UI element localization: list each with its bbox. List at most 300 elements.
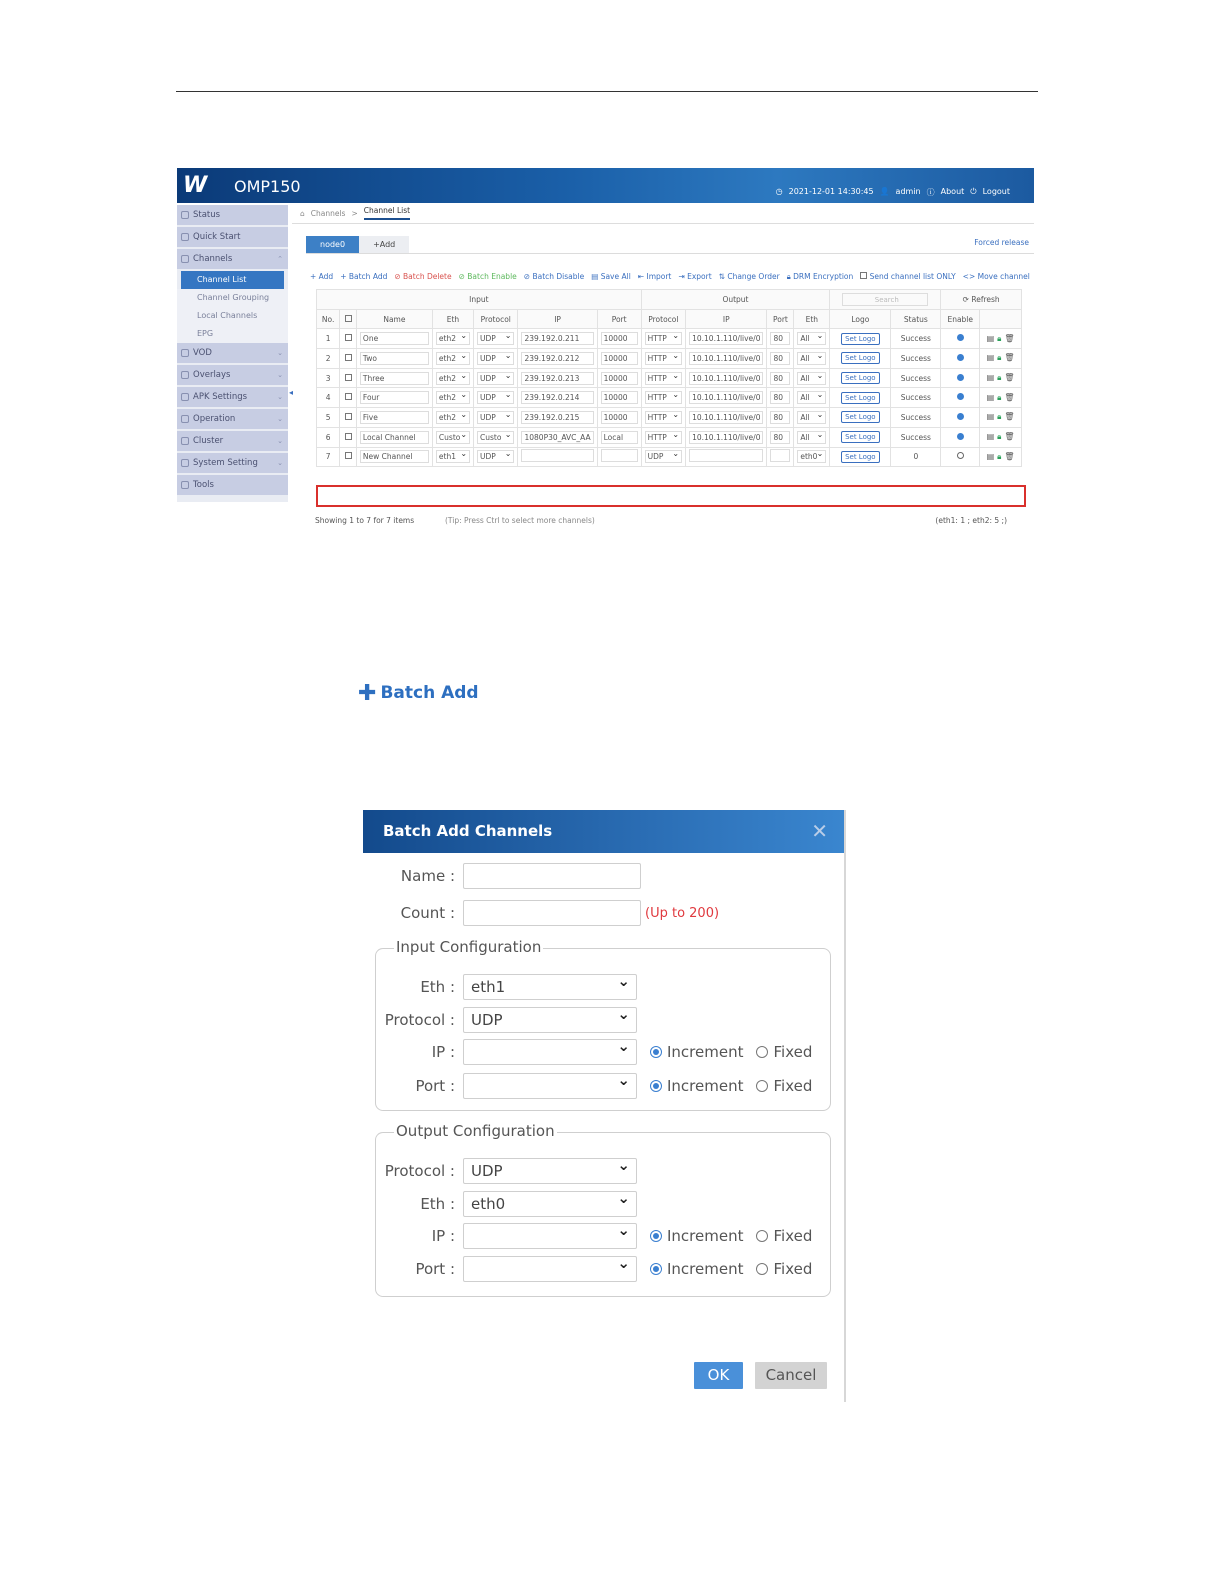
sidebar-item-apk-settings[interactable]: APK Settings ⌄ (177, 387, 288, 407)
sidebar-item-channels[interactable]: Channels ⌃ (177, 249, 288, 269)
input-port-field[interactable]: Local (601, 431, 638, 444)
row-checkbox[interactable] (345, 374, 352, 381)
sidebar-item-quick-start[interactable]: Quick Start (177, 227, 288, 247)
status-text: Success (900, 373, 931, 383)
input-ip-field[interactable]: 239.192.0.213 (521, 372, 593, 385)
input-port-fixed-radio[interactable] (756, 1080, 768, 1092)
chevron-down-icon: ⌄ (277, 393, 283, 401)
col-select-all[interactable] (340, 309, 357, 329)
channel-name-input[interactable]: Four (360, 391, 429, 404)
input-port-increment-radio[interactable] (650, 1080, 662, 1092)
tab-node0[interactable]: node0 (306, 236, 359, 253)
row-actions (983, 393, 1018, 403)
row-number: 4 (325, 393, 331, 403)
set-logo-button[interactable]: Set Logo (841, 411, 880, 423)
status-text: 0 (913, 452, 919, 462)
col-name[interactable]: Name (356, 309, 432, 329)
col-ip[interactable]: IP (518, 309, 597, 329)
count-input[interactable] (463, 900, 641, 926)
table-row[interactable] (317, 329, 1022, 349)
channel-table (316, 289, 1022, 467)
system-icon (181, 459, 189, 467)
output-port-field[interactable]: 80 (770, 411, 790, 424)
input-port-increment-label: Increment (667, 1077, 744, 1095)
output-eth-select[interactable]: All ⌄ (797, 372, 826, 385)
top-bar (177, 168, 1034, 203)
sidebar-subitem-epg[interactable]: EPG (177, 325, 288, 343)
status-text: Success (900, 353, 931, 363)
set-logo-button[interactable]: Set Logo (841, 372, 880, 384)
set-logo-button[interactable]: Set Logo (841, 333, 880, 345)
batch-add-label: Batch Add (380, 683, 479, 703)
input-protocol-select[interactable]: UDP ⌄ (477, 332, 514, 345)
status-icon (181, 211, 189, 219)
sidebar-item-system-setting[interactable]: System Setting ⌄ (177, 453, 288, 473)
enable-toggle[interactable] (957, 354, 964, 361)
enable-toggle[interactable] (957, 452, 964, 459)
table-row[interactable] (317, 408, 1022, 428)
output-protocol-select[interactable]: HTTP ⌄ (645, 372, 682, 385)
input-eth-select[interactable]: eth1 ⌄ (436, 450, 470, 463)
tools-icon (181, 481, 189, 489)
brand-logo: W (183, 173, 205, 198)
send-channel-list-only-checkbox[interactable]: Send channel list ONLY (860, 272, 955, 282)
input-port-field[interactable]: 10000 (601, 411, 638, 424)
close-icon[interactable]: ✕ (811, 819, 828, 843)
input-protocol-select[interactable]: UDP ⌄ (477, 352, 514, 365)
input-ip-fixed-radio[interactable] (756, 1046, 768, 1058)
table-row[interactable] (317, 368, 1022, 388)
drm-encryption-button[interactable]: 🔒︎ DRM Encryption (786, 272, 854, 281)
input-group-header: Input (317, 290, 642, 310)
chevron-down-icon: ⌄ (277, 415, 283, 423)
input-ip-row (363, 1039, 812, 1065)
output-port-field[interactable]: 80 (770, 431, 790, 444)
input-port-field[interactable]: 10000 (601, 372, 638, 385)
input-protocol-select[interactable]: UDP ⌄ (477, 450, 514, 463)
row-actions (983, 452, 1018, 462)
batch-enable-button[interactable]: ⊘ Batch Enable (458, 272, 517, 281)
checkbox-icon (860, 272, 867, 279)
input-port-field[interactable]: 10000 (601, 352, 638, 365)
output-ip-field[interactable]: 10.10.1.110/live/0 (689, 372, 763, 385)
output-eth-select[interactable]: All ⌄ (797, 352, 826, 365)
node-tabs (306, 236, 409, 253)
table-footer-tip: (Tip: Press Ctrl to select more channels) (445, 516, 595, 525)
main-content (292, 205, 1034, 525)
enable-toggle[interactable] (957, 413, 964, 420)
output-ip-fixed-radio[interactable] (756, 1230, 768, 1242)
output-eth-select[interactable]: All ⌄ (797, 411, 826, 424)
output-ip-field[interactable]: 10.10.1.110/live/0 (689, 391, 763, 404)
cluster-icon (181, 437, 189, 445)
batch-add-button[interactable]: + Batch Add (340, 272, 388, 281)
input-eth-select[interactable]: eth2 ⌄ (436, 411, 470, 424)
row-number: 6 (325, 432, 331, 442)
clock-icon: ◷ (775, 187, 783, 196)
add-button[interactable]: + Add (310, 272, 334, 281)
page-header-rule (176, 91, 1038, 92)
overlays-icon (181, 371, 189, 379)
input-ip-field[interactable]: 239.192.0.212 (521, 352, 593, 365)
save-icon[interactable]: ▤ (986, 412, 995, 422)
count-row (363, 900, 719, 926)
output-port-fixed-label: Fixed (773, 1260, 813, 1278)
input-protocol-select[interactable]: Custo ⌄ (477, 431, 514, 444)
name-input[interactable] (463, 863, 641, 889)
chevron-down-icon: ⌄ (277, 371, 283, 379)
sidebar-item-overlays[interactable]: Overlays ⌄ (177, 365, 288, 385)
col-enable: Enable (941, 309, 980, 329)
row-actions (983, 432, 1018, 442)
output-protocol-row (363, 1158, 637, 1184)
output-protocol-select[interactable]: HTTP ⌄ (645, 411, 682, 424)
save-icon[interactable]: ▤ (986, 432, 995, 442)
enable-toggle[interactable] (957, 393, 964, 400)
search-input[interactable]: Search (842, 293, 928, 306)
enable-toggle[interactable] (957, 374, 964, 381)
input-protocol-row (363, 1007, 637, 1033)
batch-disable-button[interactable]: ⊘ Batch Disable (523, 272, 585, 281)
table-footer-eth-summary: (eth1: 1 ; eth2: 5 ;) (935, 516, 1007, 525)
input-ip-field[interactable]: 239.192.0.215 (521, 411, 593, 424)
output-protocol-select[interactable]: HTTP ⌄ (645, 431, 682, 444)
row-checkbox[interactable] (345, 393, 352, 400)
breadcrumb-current: Channel List (364, 206, 410, 220)
input-ip-field[interactable]: 1080P30_AVC_AA (521, 431, 593, 444)
table-row[interactable] (317, 447, 1022, 467)
output-port-field[interactable] (770, 449, 790, 462)
input-ip-field[interactable]: 239.192.0.214 (521, 391, 593, 404)
sidebar (177, 205, 288, 502)
table-row[interactable] (317, 427, 1022, 447)
row-number: 1 (325, 334, 331, 344)
sort-icon: ⇅ (718, 272, 725, 281)
input-ip-label: IP : (431, 1043, 455, 1061)
name-label: Name : (400, 867, 455, 885)
lock-icon[interactable]: 🔒︎ (997, 353, 1002, 363)
output-ip-field[interactable] (689, 449, 763, 462)
output-group-header: Output (641, 290, 830, 310)
output-configuration-legend: Output Configuration (396, 1122, 555, 1140)
table-body (317, 329, 1022, 467)
output-port-field[interactable]: 80 (770, 391, 790, 404)
row-actions (983, 334, 1018, 344)
trash-icon[interactable]: 🗑︎ (1004, 412, 1015, 422)
home-icon: ⌂ (300, 208, 305, 218)
input-ip-field[interactable] (463, 1039, 637, 1065)
col-status: Status (891, 309, 941, 329)
row-checkbox[interactable] (345, 433, 352, 440)
sidebar-subitem-channel-grouping[interactable]: Channel Grouping (177, 289, 288, 307)
col-out-ip[interactable]: IP (686, 309, 767, 329)
output-ip-increment-label: Increment (667, 1227, 744, 1245)
lock-icon[interactable]: 🔒︎ (997, 432, 1002, 442)
about-link[interactable]: About (940, 187, 965, 196)
export-icon: ⇥ (678, 272, 685, 281)
set-logo-button[interactable]: Set Logo (841, 392, 880, 404)
input-port-fixed-label: Fixed (773, 1077, 813, 1095)
trash-icon[interactable]: 🗑︎ (1004, 451, 1015, 461)
power-icon: ⏻ (970, 187, 977, 196)
input-eth-select[interactable]: eth2 ⌄ (436, 332, 470, 345)
status-text: Success (900, 412, 931, 422)
dialog-title: Batch Add Channels (383, 822, 553, 840)
batch-add-dialog (363, 810, 846, 1402)
output-ip-fixed-label: Fixed (773, 1227, 813, 1245)
ok-button[interactable]: OK (694, 1362, 743, 1389)
tab-divider (306, 253, 1034, 254)
table-column-header (317, 309, 1022, 329)
save-icon[interactable]: ▤ (986, 333, 995, 343)
row-checkbox[interactable] (345, 413, 352, 420)
table-footer-count: Showing 1 to 7 for 7 items (315, 516, 415, 525)
status-text: Success (900, 432, 931, 442)
output-ip-increment-radio[interactable] (650, 1230, 662, 1242)
chevron-up-icon: ⌃ (277, 255, 283, 263)
new-channel-highlight (316, 485, 1026, 507)
output-ip-field[interactable]: 10.10.1.110/live/0 (689, 431, 763, 444)
channel-name-input[interactable]: Local Channel (360, 431, 429, 444)
output-eth-select[interactable]: All ⌄ (797, 431, 826, 444)
input-port-label: Port : (415, 1077, 455, 1095)
input-port-field[interactable]: 10000 (601, 332, 638, 345)
row-checkbox[interactable] (345, 452, 352, 459)
trash-icon[interactable]: 🗑︎ (1004, 373, 1015, 383)
col-no: No. (317, 309, 340, 329)
input-port-field[interactable] (463, 1073, 637, 1099)
col-eth[interactable]: Eth (432, 309, 473, 329)
lock-icon[interactable]: 🔒︎ (997, 392, 1002, 402)
input-ip-increment-label: Increment (667, 1043, 744, 1061)
trash-icon[interactable]: 🗑︎ (1004, 353, 1015, 363)
output-eth-label: Eth : (420, 1195, 455, 1213)
chevron-down-icon: ⌄ (277, 437, 283, 445)
toolbar (310, 272, 1030, 282)
breadcrumb-parent[interactable]: Channels (310, 208, 346, 218)
set-logo-button[interactable]: Set Logo (841, 451, 880, 463)
set-logo-button[interactable]: Set Logo (841, 352, 880, 364)
status-text: Success (900, 393, 931, 403)
lock-icon[interactable]: 🔒︎ (997, 412, 1002, 422)
dialog-header (363, 810, 844, 853)
apk-icon (181, 393, 189, 401)
input-ip-fixed-label: Fixed (773, 1043, 813, 1061)
chevron-down-icon: ⌄ (277, 349, 283, 357)
input-eth-select[interactable]: eth2 ⌄ (436, 352, 470, 365)
vod-icon (181, 349, 189, 357)
import-icon: ⇤ (637, 272, 645, 281)
output-ip-field[interactable]: 10.10.1.110/live/0 (689, 332, 763, 345)
header-datetime: 2021-12-01 14:30:45 (788, 187, 874, 196)
forced-release-link[interactable]: Forced release (974, 238, 1029, 247)
output-ip-label: IP : (431, 1227, 455, 1245)
tab-add[interactable]: +Add (359, 236, 409, 253)
sidebar-item-status[interactable]: Status (177, 205, 288, 225)
input-port-row (363, 1073, 812, 1099)
output-ip-row (363, 1223, 812, 1249)
input-configuration-legend: Input Configuration (396, 938, 542, 956)
set-logo-button[interactable]: Set Logo (841, 431, 880, 443)
output-eth-select[interactable]: eth0 ⌄ (463, 1191, 637, 1217)
count-hint: (Up to 200) (645, 905, 720, 921)
input-protocol-select[interactable]: UDP ⌄ (477, 391, 514, 404)
col-actions (980, 309, 1022, 329)
col-out-eth[interactable]: Eth (794, 309, 830, 329)
output-port-increment-radio[interactable] (650, 1263, 662, 1275)
operation-icon (181, 415, 189, 423)
col-logo: Logo (830, 309, 891, 329)
output-port-fixed-radio[interactable] (756, 1263, 768, 1275)
input-ip-field[interactable] (521, 449, 593, 462)
input-eth-label: Eth : (420, 978, 455, 996)
save-icon: ▤ (591, 272, 599, 281)
row-actions (983, 412, 1018, 422)
sidebar-item-tools[interactable]: Tools (177, 475, 288, 495)
input-protocol-label: Protocol : (384, 1011, 455, 1029)
breadcrumb (300, 206, 410, 220)
output-ip-field[interactable]: 10.10.1.110/live/0 (689, 411, 763, 424)
refresh-button[interactable]: ⟳ Refresh (941, 290, 1022, 310)
output-protocol-select[interactable]: HTTP ⌄ (645, 332, 682, 345)
sidebar-subitem-channel-list[interactable]: Channel List (181, 271, 284, 289)
breadcrumb-divider (292, 223, 1034, 224)
quickstart-icon (181, 233, 189, 241)
row-actions (983, 373, 1018, 383)
input-protocol-select[interactable]: UDP ⌄ (463, 1007, 637, 1033)
save-icon[interactable]: ▤ (986, 353, 995, 363)
output-port-increment-label: Increment (667, 1260, 744, 1278)
enable-toggle[interactable] (957, 334, 964, 341)
output-port-row (363, 1256, 812, 1282)
output-port-field[interactable]: 80 (770, 332, 790, 345)
name-row (363, 863, 641, 889)
row-checkbox[interactable] (345, 354, 352, 361)
output-ip-field[interactable] (463, 1223, 637, 1249)
output-protocol-select[interactable]: HTTP ⌄ (645, 352, 682, 365)
select-all-checkbox[interactable] (345, 315, 352, 322)
export-button[interactable]: ⇥ Export (678, 272, 712, 281)
col-out-protocol[interactable]: Protocol (641, 309, 685, 329)
chevron-down-icon: ⌄ (277, 459, 283, 467)
output-ip-field[interactable]: 10.10.1.110/live/0 (689, 352, 763, 365)
batch-delete-button[interactable]: ⊘ Batch Delete (394, 272, 452, 281)
move-channel-button[interactable]: <> Move channel (962, 272, 1030, 281)
trash-icon[interactable]: 🗑︎ (1004, 333, 1015, 343)
sidebar-item-operation[interactable]: Operation ⌄ (177, 409, 288, 429)
save-icon[interactable]: ▤ (986, 451, 995, 461)
lock-icon[interactable]: 🔒︎ (997, 451, 1002, 461)
channel-name-input[interactable]: Five (360, 411, 429, 424)
output-protocol-select[interactable]: UDP ⌄ (645, 450, 682, 463)
output-eth-select[interactable]: All ⌄ (797, 391, 826, 404)
output-port-field[interactable]: 80 (770, 372, 790, 385)
channels-icon (181, 255, 189, 263)
channel-name-input[interactable]: Two (360, 352, 429, 365)
row-number: 2 (325, 353, 331, 363)
batch-add-button-enlarged[interactable] (358, 680, 479, 706)
output-protocol-select[interactable]: HTTP ⌄ (645, 391, 682, 404)
plus-icon: ✚ (358, 680, 377, 706)
save-all-button[interactable]: ▤ Save All (591, 272, 631, 281)
input-port-mode (650, 1077, 812, 1095)
output-eth-row (363, 1191, 637, 1217)
input-eth-select[interactable]: eth1 ⌄ (463, 974, 637, 1000)
user-icon: 👤 (879, 187, 890, 196)
row-checkbox[interactable] (345, 334, 352, 341)
channel-name-input[interactable]: One (360, 332, 429, 345)
output-eth-select[interactable]: eth0 ⌄ (797, 450, 826, 463)
input-ip-increment-radio[interactable] (650, 1046, 662, 1058)
input-eth-row (363, 974, 637, 1000)
import-button[interactable]: ⇤ Import (637, 272, 672, 281)
input-eth-select[interactable]: eth2 ⌄ (436, 391, 470, 404)
row-number: 7 (325, 452, 331, 462)
lock-icon[interactable]: 🔒︎ (997, 333, 1002, 343)
output-ip-mode (650, 1227, 812, 1245)
input-port-field[interactable] (601, 449, 638, 462)
header-user[interactable]: admin (895, 187, 921, 196)
cancel-button[interactable]: Cancel (755, 1362, 827, 1389)
breadcrumb-separator: > (351, 208, 358, 218)
lock-icon: 🔒︎ (786, 272, 791, 281)
output-protocol-select[interactable]: UDP ⌄ (463, 1158, 637, 1184)
input-protocol-select[interactable]: UDP ⌄ (477, 411, 514, 424)
save-icon[interactable]: ▤ (986, 392, 995, 402)
app-title: OMP150 (234, 177, 301, 196)
search-cell (830, 290, 941, 310)
header-info (776, 187, 1010, 198)
row-number: 5 (325, 412, 331, 422)
input-ip-mode (650, 1043, 812, 1061)
enable-toggle[interactable] (957, 433, 964, 440)
col-out-port[interactable]: Port (767, 309, 794, 329)
trash-icon[interactable]: 🗑︎ (1004, 432, 1015, 442)
app-window (177, 168, 1034, 525)
col-port[interactable]: Port (597, 309, 641, 329)
input-port-field[interactable]: 10000 (601, 391, 638, 404)
output-eth-select[interactable]: All ⌄ (797, 332, 826, 345)
trash-icon[interactable]: 🗑︎ (1004, 392, 1015, 402)
table-group-header (317, 290, 1022, 310)
input-eth-select[interactable]: eth2 ⌄ (436, 372, 470, 385)
row-number: 3 (325, 373, 331, 383)
table-row[interactable] (317, 388, 1022, 408)
change-order-button[interactable]: ⇅ Change Order (718, 272, 780, 281)
output-protocol-label: Protocol : (384, 1162, 455, 1180)
output-port-field[interactable]: 80 (770, 352, 790, 365)
logout-link[interactable]: Logout (982, 187, 1010, 196)
output-port-label: Port : (415, 1260, 455, 1278)
channel-name-input[interactable]: Three (360, 372, 429, 385)
col-protocol[interactable]: Protocol (474, 309, 518, 329)
input-ip-field[interactable]: 239.192.0.211 (521, 332, 593, 345)
save-icon[interactable]: ▤ (986, 373, 995, 383)
output-port-mode (650, 1260, 812, 1278)
table-row[interactable] (317, 349, 1022, 369)
info-icon: ⓘ (926, 188, 935, 197)
count-label: Count : (400, 904, 455, 922)
channel-name-input[interactable]: New Channel (360, 450, 429, 463)
output-port-field[interactable] (463, 1256, 637, 1282)
collapse-sidebar-icon[interactable]: ◂ (289, 388, 294, 397)
sidebar-item-vod[interactable]: VOD ⌄ (177, 343, 288, 363)
sidebar-item-cluster[interactable]: Cluster ⌄ (177, 431, 288, 451)
input-protocol-select[interactable]: UDP ⌄ (477, 372, 514, 385)
lock-icon[interactable]: 🔒︎ (997, 373, 1002, 383)
input-eth-select[interactable]: Custo ⌄ (436, 431, 470, 444)
sidebar-subitem-local-channels[interactable]: Local Channels (177, 307, 288, 325)
